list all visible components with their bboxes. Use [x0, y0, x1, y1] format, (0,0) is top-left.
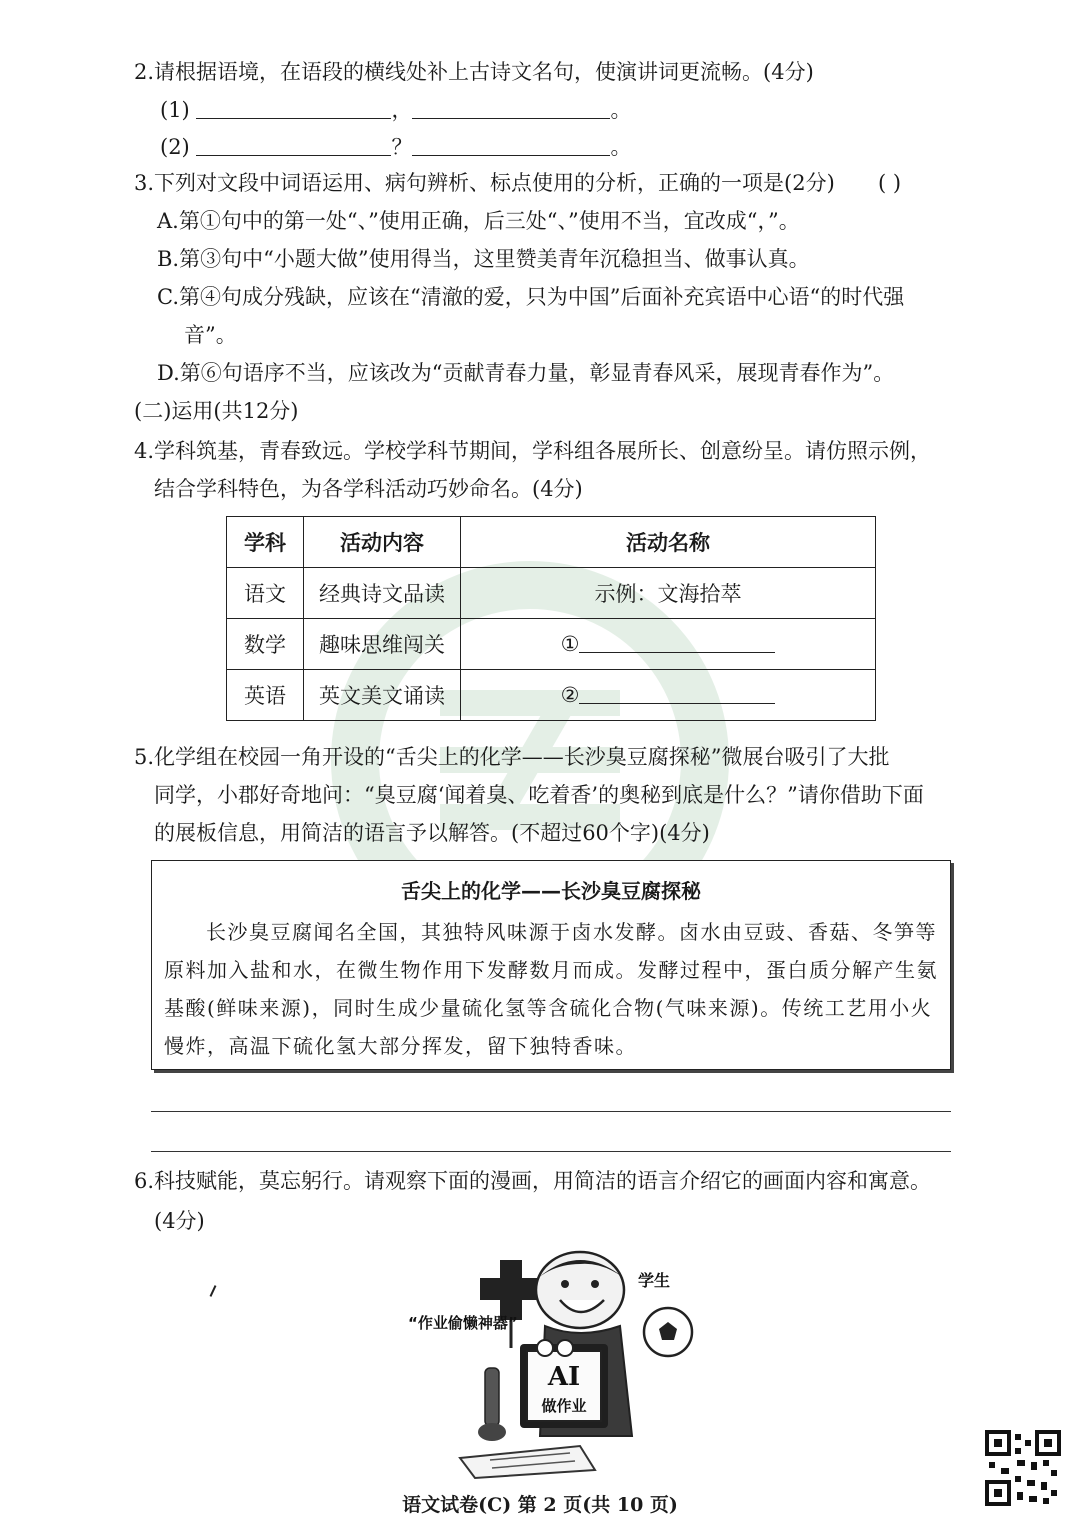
- cell-content: 经典诗文品读: [304, 568, 461, 619]
- q3-answer-paren[interactable]: ( ): [878, 171, 902, 195]
- table-row: [227, 619, 876, 670]
- table-row: [227, 670, 876, 721]
- header-content: 活动内容: [304, 517, 461, 568]
- page-footer: 语文试卷(C) 第 2 页(共 10 页): [402, 1494, 678, 1516]
- q2-blank-1b[interactable]: [412, 98, 610, 119]
- q5-line-1: 5.化学组在校园一角开设的“舌尖上的化学——长沙臭豆腐探秘”微展台吸引了大批: [134, 745, 890, 769]
- board-title: 舌尖上的化学——长沙臭豆腐探秘: [401, 879, 701, 903]
- q2-blank-1-number: (1): [160, 98, 190, 122]
- q2-blank-row-1: [160, 95, 631, 125]
- q2-blank-2-end: 。: [610, 135, 632, 159]
- q4-line-2: 结合学科特色，为各学科活动巧妙命名。(4分): [154, 477, 583, 501]
- answer-number: ②: [560, 683, 580, 707]
- cell-answer: [461, 670, 876, 721]
- q3-option-a[interactable]: A.第①句中的第一处“、”使用正确，后三处“、”使用不当，宜改成“，”。: [157, 209, 800, 233]
- q2-blank-1-sep: ，: [391, 98, 413, 122]
- q3-option-c[interactable]: C.第④句成分残缺，应该在“清澈的爱，只为中国”后面补充宾语中心语“的时代强: [157, 285, 905, 309]
- cell-subject: 语文: [227, 568, 304, 619]
- cartoon-screen-text: 做作业: [541, 1397, 587, 1415]
- board-text: 长沙臭豆腐闻名全国，其独特风味源于卤水发酵。卤水由豆豉、香菇、冬笋等原料加入盐和水，在微生物作用下发酵数月而成。发酵过程中，蛋白质分解产生氨基酸(鲜味来源)，同时生成少量硫化氢等含硫化合物(气味来源)。传统工艺用小火慢炸，高温下硫化氢大部分挥发，留下独特香味。: [164, 920, 938, 1058]
- cartoon-label-student: 学生: [638, 1271, 671, 1290]
- q2-blank-2a[interactable]: [196, 135, 391, 156]
- cell-content: 英文美文诵读: [304, 670, 461, 721]
- answer-line-1[interactable]: [151, 1111, 951, 1112]
- cell-content: 趣味思维闯关: [304, 619, 461, 670]
- cell-subject: 数学: [227, 619, 304, 670]
- cell-subject: 英语: [227, 670, 304, 721]
- q2-blank-row-2: [160, 132, 631, 162]
- cartoon-illustration: [380, 1248, 720, 1480]
- q4-line-1: 4.学科筑基，青春致远。学校学科节期间，学科组各展所长、创意纷呈。请仿照示例，: [134, 439, 932, 463]
- cartoon-label-tool: “作业偷懒神器”: [408, 1314, 518, 1332]
- cell-example-name: 示例：文海拾萃: [461, 568, 876, 619]
- q5-line-3: 的展板信息，用简洁的语言予以解答。(不超过60个字)(4分): [154, 821, 710, 845]
- q2-blank-2b[interactable]: [412, 135, 610, 156]
- q3-option-d[interactable]: D.第⑥句语序不当，应该改为“贡献青春力量，彰显青春风采，展现青春作为”。: [157, 361, 895, 385]
- q3-option-c-cont: 音”。: [184, 323, 237, 347]
- answer-blank-1[interactable]: [579, 632, 775, 653]
- answer-blank-2[interactable]: [579, 683, 775, 704]
- q3-option-b[interactable]: B.第③句中“小题大做”使用得当，这里赞美青年沉稳担当、做事认真。: [157, 247, 810, 271]
- table-header-row: [227, 517, 876, 568]
- board-body: [164, 913, 938, 1065]
- answer-number: ①: [560, 632, 580, 656]
- cartoon-screen-ai: AI: [547, 1362, 581, 1392]
- q2-blank-1a[interactable]: [196, 98, 391, 119]
- info-board: [151, 860, 951, 1070]
- answer-line-2[interactable]: [151, 1151, 951, 1152]
- table-row: [227, 568, 876, 619]
- q5-line-2: 同学，小郡好奇地问：“臭豆腐‘闻着臭、吃着香’的奥秘到底是什么？”请你借助下面: [154, 783, 924, 807]
- header-subject: 学科: [227, 517, 304, 568]
- q3-stem: 3.下列对文段中词语运用、病句辨析、标点使用的分析，正确的一项是(2分): [134, 171, 835, 195]
- activity-table: [226, 516, 876, 721]
- q2-blank-2-number: (2): [160, 135, 190, 159]
- header-name: 活动名称: [461, 517, 876, 568]
- pen-mark: [210, 1285, 217, 1297]
- cell-answer: [461, 619, 876, 670]
- q2-blank-1-end: 。: [610, 98, 632, 122]
- q2-blank-2-sep: ？: [391, 135, 413, 159]
- section-heading: (二)运用(共12分): [134, 399, 299, 423]
- q6-line-1: 6.科技赋能，莫忘躬行。请观察下面的漫画，用简洁的语言介绍它的画面内容和寓意。: [134, 1169, 932, 1193]
- q2-stem: 2.请根据语境，在语段的横线处补上古诗文名句，使演讲词更流畅。(4分): [134, 60, 814, 84]
- q6-line-2: (4分): [154, 1209, 205, 1233]
